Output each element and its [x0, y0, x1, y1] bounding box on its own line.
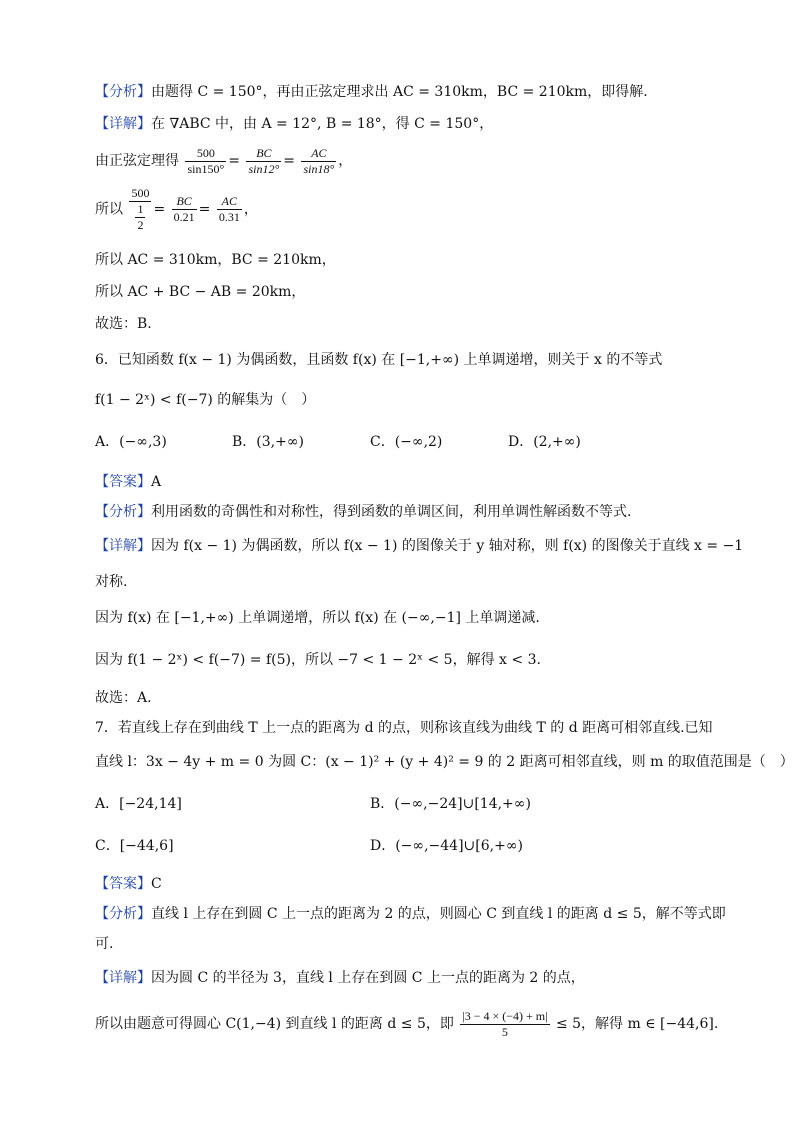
fraction: $\frac{AC}{0.31}$	[218, 194, 240, 224]
q6-analysis	[95, 502, 699, 522]
q7-answer	[95, 874, 699, 894]
q7-analysis-line1: 【分析】直线 l 上存在到圆 C 上一点的距离为 2 的点，则圆心 C 到直线 l 的距离 d ≤ 5，解不等式即	[95, 906, 726, 922]
q7-stem-line2: 直线 l：3x − 4y + m = 0 为圆 C：(x − 1)² + (y + 4)² = 9 的 2 距离可相邻直线，则 m 的取值范围是（ ）	[95, 754, 794, 770]
answer-value: A	[151, 474, 162, 490]
fraction: $\frac{500}{\frac{1}{2}}$	[131, 186, 150, 232]
answer-value: C	[151, 876, 162, 892]
detail-tag: 【详解】	[95, 970, 151, 986]
analysis-tag: 【分析】	[95, 906, 151, 922]
q6-answer	[95, 472, 699, 492]
detail-text: 在 ∇ABC 中，由 A = 12°, B = 18°，得 C = 150°，	[151, 116, 494, 132]
analysis-tag: 【分析】	[95, 84, 151, 100]
q7-detail-line2: 所以由题意可得圆心 C(1,−4) 到直线 l 的距离 d ≤ 5，即 $\frac{|3 - 4 \times (-4) + m|}{5}$ ≤ 5，解得 m ∈ [−44,6].	[95, 1008, 719, 1039]
fraction: $\frac{500}{\sin 150^\circ}$	[187, 145, 225, 176]
q7-detail-line1: 【详解】因为圆 C 的半径为 3，直线 l 上存在到圆 C 上一点的距离为 2 的点，	[95, 970, 585, 986]
q6-detail-line4: 因为 f(1 − 2ˣ) < f(−7) = f(5)，所以 −7 < 1 − 2ˣ < 5，解得 x < 3.	[95, 652, 541, 668]
q5-analysis	[95, 82, 699, 102]
q6-detail-line3: 因为 f(x) 在 [−1,+∞) 上单调递增，所以 f(x) 在 (−∞,−1] 上单调递减.	[95, 610, 540, 626]
q5-so2: 所以 AC = 310km，BC = 210km，	[95, 252, 336, 268]
q7-stem-line1: 7．若直线上存在到曲线 T 上一点的距离为 d 的点，则称该直线为曲线 T 的 d 距离可相邻直线.已知	[95, 720, 713, 736]
fraction: $\frac{|3 - 4 \times (-4) + m|}{5}$	[462, 1008, 548, 1039]
answer-tag: 【答案】	[95, 876, 151, 892]
q6-option-b: B．(3,+∞)	[232, 434, 304, 450]
fraction: $\frac{BC}{\sin 12^\circ}$	[248, 145, 280, 176]
q7-option-c: C．[−44,6]	[95, 838, 174, 854]
q6-choice: 故选：A.	[95, 690, 152, 706]
analysis-text: 利用函数的奇偶性和对称性，得到函数的单调区间，利用单调性解函数不等式.	[151, 504, 632, 520]
q7-option-b: B．(−∞,−24]∪[14,+∞)	[370, 796, 531, 812]
q7-option-d: D．(−∞,−44]∪[6,+∞)	[370, 838, 523, 854]
q5-sine-law: 由正弦定理得 $\frac{500}{\sin 150^\circ}$ = $\frac{BC}{\sin 12^\circ}$ = $\frac{AC}{\sin 18^\circ}$ ，	[95, 145, 353, 176]
fraction: $\frac{BC}{0.21}$	[173, 194, 195, 224]
q6-detail-line1: 【详解】因为 f(x − 1) 为偶函数，所以 f(x − 1) 的图像关于 y 轴对称，则 f(x) 的图像关于直线 x = −1	[95, 538, 744, 554]
q6-option-d: D．(2,+∞)	[508, 434, 581, 450]
detail-tag: 【详解】	[95, 538, 151, 554]
q6-option-a: A．(−∞,3)	[95, 434, 167, 450]
q7-option-a: A．[−24,14]	[95, 796, 182, 812]
q6-detail-line2: 对称.	[95, 574, 128, 590]
q6-option-c: C．(−∞,2)	[370, 434, 443, 450]
answer-tag: 【答案】	[95, 474, 151, 490]
q5-so1: 所以 $\frac{500}{\frac{1}{2}}$ = $\frac{BC}{0.21}$ = $\frac{AC}{0.31}$ ，	[95, 186, 258, 232]
analysis-text: 由题得 C = 150°，再由正弦定理求出 AC = 310km，BC = 210km，即得解.	[151, 84, 648, 100]
q7-analysis-line2: 可.	[95, 936, 114, 952]
q6-stem-line1: 6．已知函数 f(x − 1) 为偶函数，且函数 f(x) 在 [−1,+∞) 上单调递增，则关于 x 的不等式	[95, 352, 663, 368]
q6-stem-line2: f(1 − 2ˣ) < f(−7) 的解集为（ ）	[95, 392, 316, 408]
fraction: $\frac{AC}{\sin 18^\circ}$	[303, 145, 335, 176]
q5-detail	[95, 114, 699, 134]
detail-tag: 【详解】	[95, 116, 151, 132]
q5-choice: 故选：B.	[95, 316, 152, 332]
analysis-tag: 【分析】	[95, 504, 151, 520]
q5-so3: 所以 AC + BC − AB = 20km，	[95, 284, 306, 300]
